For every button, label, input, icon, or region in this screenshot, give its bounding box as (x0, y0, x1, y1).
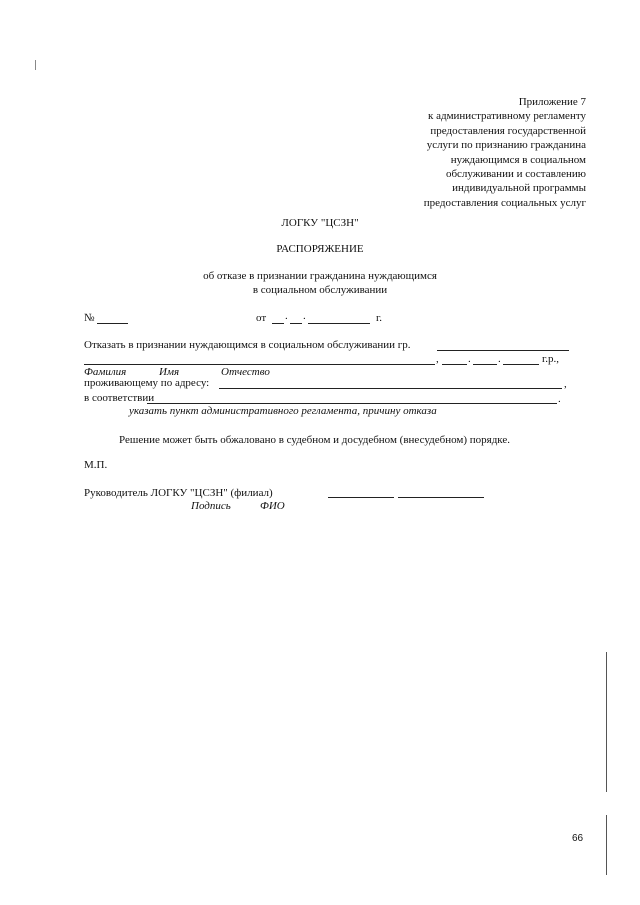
appendix-line: нуждающимся в социальном (450, 153, 586, 166)
date-prefix: от (256, 312, 267, 324)
signature-label: Руководитель ЛОГКУ "ЦСЗН" (филиал) (84, 487, 273, 499)
birth-year-field[interactable] (503, 364, 539, 365)
signature-field[interactable] (328, 497, 394, 498)
appendix-line: предоставления социальных услуг (423, 196, 586, 209)
appendix-line: предоставления государственной (430, 124, 586, 137)
period: . (558, 393, 561, 405)
appendix-line: Приложение 7 (518, 96, 586, 108)
reason-hint: указать пункт административного регламента, причину отказа (129, 405, 437, 417)
date-separator: . (468, 353, 471, 365)
scan-mark (35, 60, 36, 70)
hint-surname: Фамилия (84, 366, 127, 378)
birth-day-field[interactable] (442, 364, 467, 365)
birth-month-field[interactable] (473, 364, 497, 365)
comma: , (436, 353, 439, 365)
address-label: проживающему по адресу: (84, 377, 210, 389)
hint-patronymic: Отчество (221, 366, 270, 378)
scan-edge-line (606, 652, 607, 792)
appendix-line: услуги по признанию гражданина (426, 139, 586, 152)
appendix-block (424, 95, 586, 210)
doc-title: РАСПОРЯЖЕНИЕ (276, 243, 364, 255)
org-name: ЛОГКУ "ЦСЗН" (281, 217, 359, 229)
number-label: № (84, 312, 95, 324)
date-month-field[interactable] (290, 323, 302, 324)
seal-label: М.П. (84, 459, 108, 471)
according-label: в соответствии (84, 392, 155, 404)
number-field[interactable] (97, 323, 128, 324)
signature-name-field[interactable] (398, 497, 484, 498)
hint-full-name: ФИО (260, 500, 285, 512)
citizen-name-field-2[interactable] (84, 364, 435, 365)
appendix-line: обслуживании и составлению (445, 168, 586, 181)
address-field[interactable] (219, 388, 562, 389)
hint-name: Имя (159, 366, 180, 378)
birth-suffix: г.р., (542, 353, 560, 365)
subtitle-line-2: в социальном обслуживании (252, 284, 388, 296)
date-year-suffix: г. (376, 312, 383, 324)
citizen-name-field-1[interactable] (437, 350, 569, 351)
date-day-field[interactable] (272, 323, 284, 324)
date-separator: . (303, 310, 306, 322)
scan-edge-line (606, 815, 607, 875)
hint-signature: Подпись (191, 500, 231, 512)
subtitle-line-1: об отказе в признании гражданина нуждающимся (203, 270, 437, 282)
date-separator: . (498, 353, 501, 365)
appendix-line: индивидуальной программы (452, 182, 586, 195)
comma: , (564, 378, 567, 390)
appeal-text: Решение может быть обжаловано в судебном и досудебном (внесудебном) порядке. (119, 434, 510, 446)
appendix-line: к административному регламенту (428, 110, 586, 123)
refuse-text: Отказать в признании нуждающимся в социальном обслуживании гр. (84, 339, 411, 351)
reason-field[interactable] (147, 403, 557, 404)
page-number: 66 (572, 833, 584, 844)
date-separator: . (285, 310, 288, 322)
date-year-field[interactable] (308, 323, 370, 324)
